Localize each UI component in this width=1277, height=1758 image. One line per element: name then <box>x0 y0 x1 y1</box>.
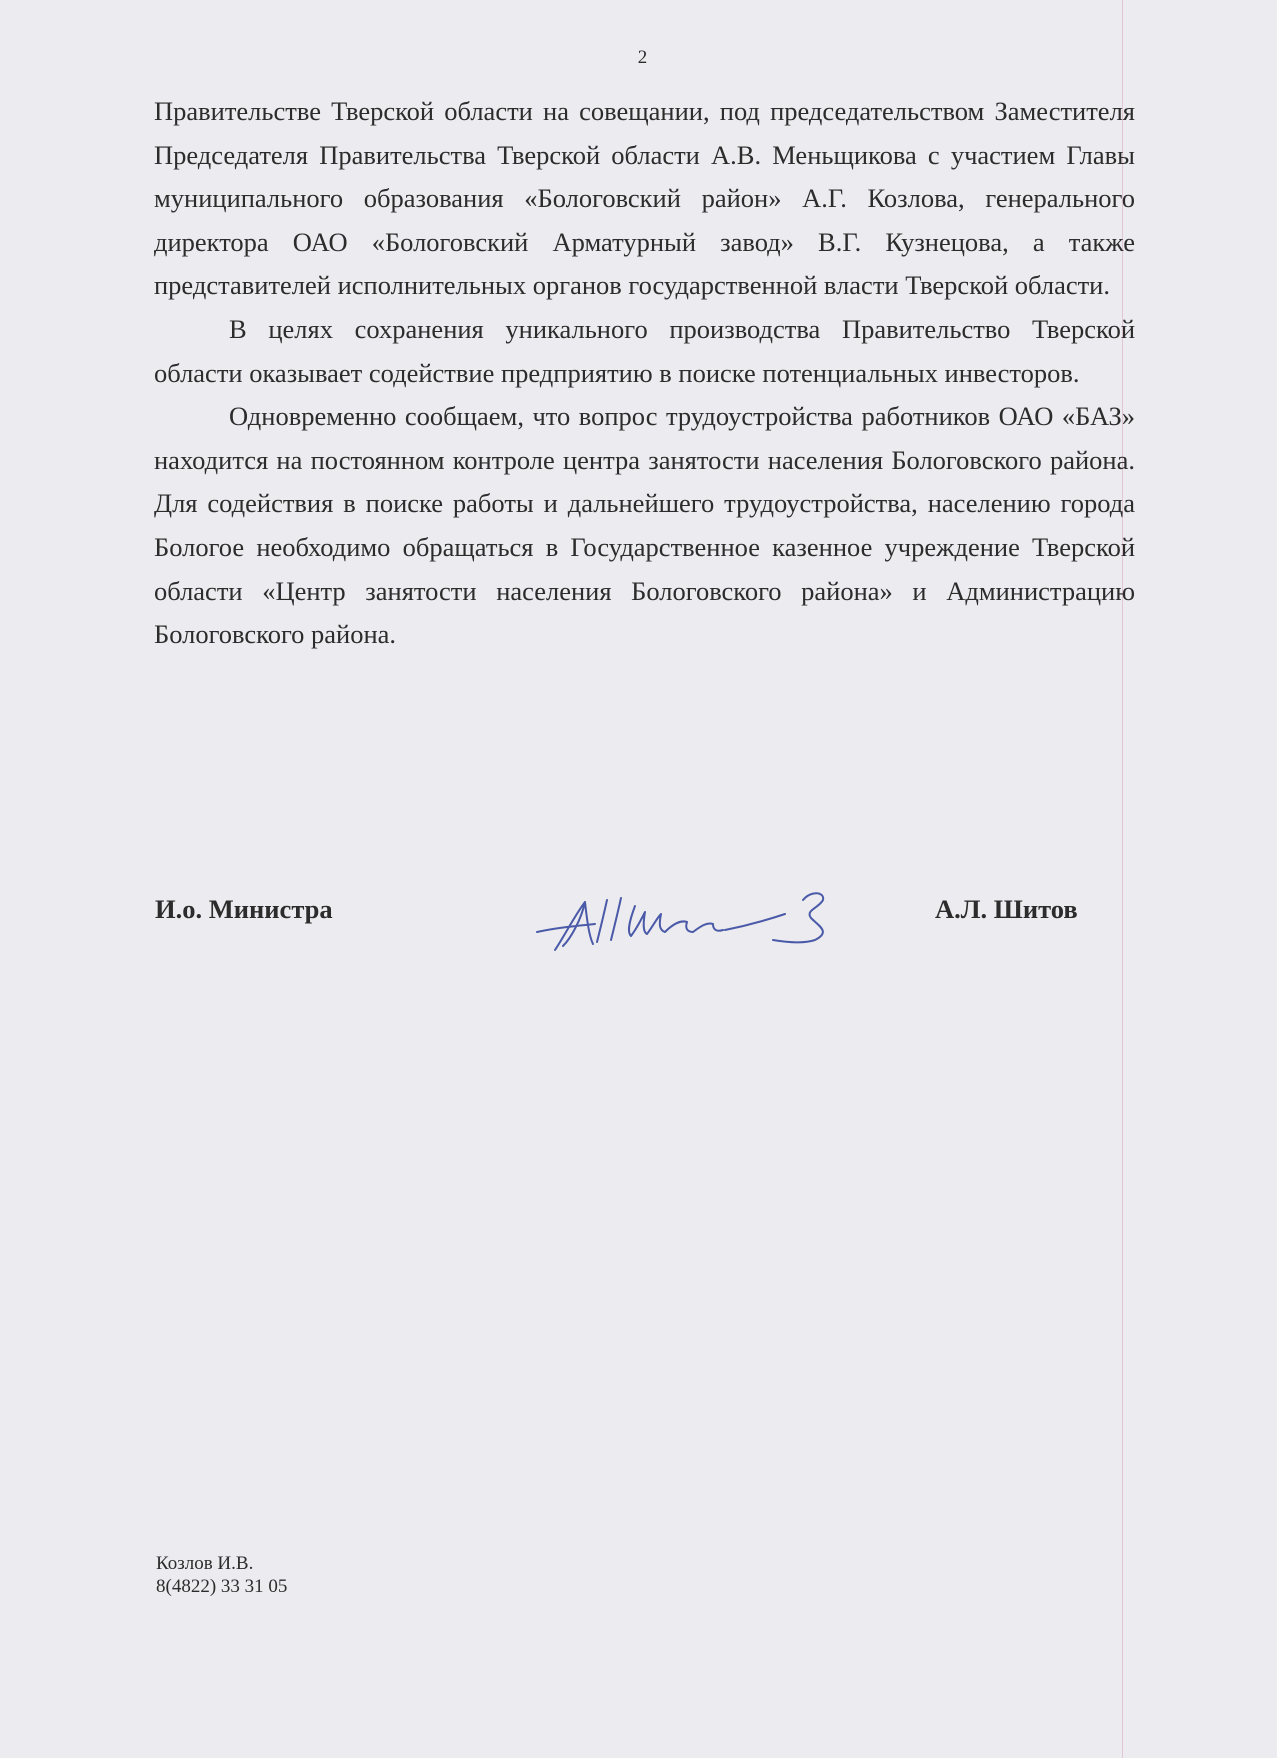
paragraph-investors: В целях сохранения уникального производства Правительство Тверской области оказывает содействие предприятию в поиске потенциальных инвесторов. <box>154 313 1135 388</box>
signatory-name: А.Л. Шитов <box>935 894 1078 924</box>
executor-block <box>156 1552 287 1598</box>
executor-phone: 8(4822) 33 31 05 <box>156 1576 288 1597</box>
paragraph-meeting: Правительстве Тверской области на совещании, под председательством Заместителя Председателя Правительства Тверской области А.В. Меньщикова с участием Главы муниципального образования «Бологовский район» А.Г. Козлова, генерального директора ОАО «Бологовский Арматурный завод» В.Г. Кузнецова, а также представителей исполнительных органов государственной власти Тверской области. <box>154 96 1135 301</box>
paragraph-employment: Одновременно сообщаем, что вопрос трудоустройства работников ОАО «БАЗ» находится на постоянном контроле центра занятости населения Бологовского района. Для содействия в поиске работы и дальнейшего трудоустройства, населению города Бологое необходимо обращаться в Государственное казенное учреждение Тверской области «Центр занятости населения Бологовского района» и Администрацию Бологовского района. <box>154 401 1135 650</box>
page-number: 2 <box>637 47 648 68</box>
executor-name: Козлов И.В. <box>156 1553 254 1574</box>
signatory-title: И.о. Министра <box>155 894 333 924</box>
handwritten-signature <box>535 880 835 960</box>
letter-body <box>154 90 1135 657</box>
